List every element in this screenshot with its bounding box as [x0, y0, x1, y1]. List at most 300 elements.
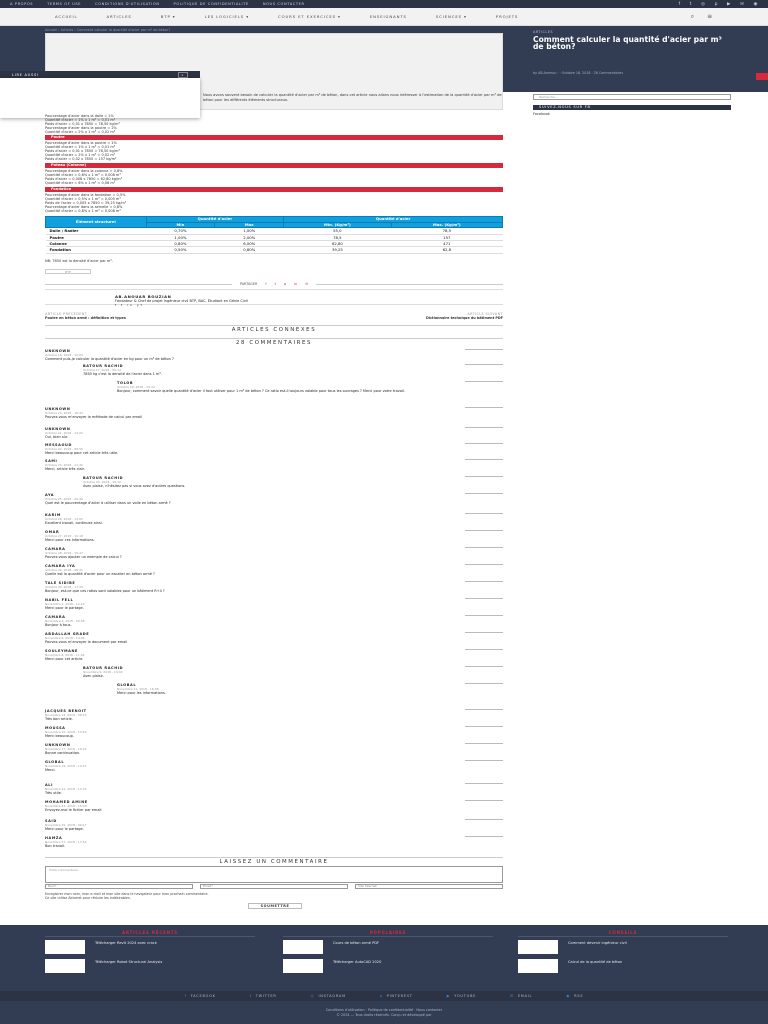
table-cell: 55,0	[284, 228, 391, 234]
prev-article[interactable]	[45, 312, 126, 321]
search-icon[interactable]: ⌕	[690, 12, 696, 20]
comment-date: Novembre 13, 2018 - 08:15	[45, 713, 87, 717]
section-head-foundation: Fondation	[45, 187, 503, 192]
copyright-bar	[0, 1001, 768, 1024]
post-thumbnail[interactable]	[283, 940, 323, 954]
author-social[interactable]: f t in yt	[115, 303, 144, 307]
comment-author[interactable]: CAMARA	[45, 615, 66, 619]
section-beam	[45, 141, 120, 161]
comment	[117, 381, 503, 393]
reply-link[interactable]	[465, 493, 503, 494]
comment-author[interactable]: CAMARA IYA	[45, 564, 76, 568]
section-line: Quantité d'acier = 2% x 1 m³ = 0,02 m³	[45, 153, 116, 158]
section-column	[45, 169, 123, 185]
comment	[45, 783, 503, 795]
bottom-links[interactable]: Conditions d'utilisation · Politique de confidentialité · Nous contacter	[325, 1008, 443, 1012]
section-line: Pourcentage d'acier dans la semelle = 0,8%	[45, 205, 123, 210]
footer-post[interactable]	[45, 958, 255, 975]
comment-author[interactable]: SAID	[45, 819, 57, 823]
table-cell: 0,80%	[146, 241, 215, 247]
nav-item-home[interactable]: ACCUEIL	[55, 14, 78, 19]
density-note: NB: 7850 est la densité d'acier par m³.	[45, 259, 113, 263]
section-foundation	[45, 193, 126, 213]
footer-column-tips	[518, 930, 728, 975]
comment-date: Novembre 21, 2018 - 12:33	[45, 787, 87, 791]
related-title: ARTICLES CONNEXES	[45, 325, 503, 333]
topbar-link-terms[interactable]: TERMS OF USE	[47, 2, 82, 6]
social-link-twitter[interactable]	[250, 994, 277, 998]
table-header: Quantité d'acier	[146, 217, 284, 223]
comment-text: 7850 kg c'est la densité de l'acier dans 1 m³.	[83, 372, 162, 376]
social-link-rss[interactable]	[566, 994, 583, 998]
prev-title[interactable]: Poutre en béton armé : définition et types	[45, 316, 126, 321]
spam-note: Ce site utilise Akismet pour réduire les indésirables.	[45, 896, 131, 901]
footer-column-heading: ARTICLES RÉCENTS	[45, 930, 255, 937]
table-cell: 157	[391, 234, 502, 240]
comment-date: Novembre 19, 2018 - 10:41	[45, 764, 87, 768]
next-article[interactable]	[365, 312, 503, 321]
comment	[117, 683, 503, 695]
comment	[45, 530, 503, 542]
footer-post-title[interactable]: Calcul de la quantité de béton	[568, 960, 623, 964]
instagram-icon: ◎	[310, 994, 315, 998]
page-title: Comment calculer la quantité d'acier par m³ de béton?	[533, 35, 722, 52]
reply-link[interactable]	[465, 459, 503, 460]
comment-date: Octobre 22, 2018 - 08:55	[45, 447, 83, 451]
section-line: Quantité d'acier = 1% x 1 m³ = 0,01 m³	[45, 118, 116, 123]
comment-text: Comment puis-je calculer la quantité d'acier en kg pour un m³ de béton ?	[45, 357, 174, 361]
main-nav	[0, 8, 768, 26]
topbar-link-about[interactable]: A PROPOS	[10, 2, 34, 6]
footer-post[interactable]	[518, 939, 728, 956]
table-subheader: Min	[146, 222, 215, 228]
footer-column-popular	[283, 930, 493, 975]
comment	[45, 819, 503, 831]
table-cell: 62,8	[391, 247, 502, 253]
section-line: Pourcentage d'acier dans la poutre = 1%	[45, 141, 117, 145]
comment-text: Merci beaucoup.	[45, 734, 74, 738]
comment	[45, 800, 503, 812]
topbar-social	[678, 2, 758, 7]
section-line: Poids d'acier = 0,01 x 7850 = 78,50 kg/m³	[45, 122, 120, 127]
comment-textarea[interactable]: Votre commentaire	[45, 866, 503, 883]
email-icon: ✉	[510, 994, 514, 998]
section-head-beam: Poutre	[45, 135, 503, 140]
reply-link[interactable]	[465, 530, 503, 531]
comment-text: Pouvez-vous ajouter un exemple de calcul ?	[45, 555, 122, 559]
social-label: INSTAGRAM	[318, 994, 346, 998]
comment-author[interactable]: MOHAMED AMINE	[45, 800, 88, 804]
comment-text: Bonjour, est-ce que ces ratios sont valables pour un bâtiment R+4 ?	[45, 589, 165, 593]
footer-post-title[interactable]: Télécharger AutoCAD 2020	[333, 960, 382, 964]
comment	[45, 632, 503, 644]
social-link-instagram[interactable]	[311, 994, 346, 998]
comment-date: Octobre 26, 2018 - 13:05	[45, 517, 83, 521]
section-head-column: Poteau (Colonne)	[45, 163, 503, 168]
comment-text: Bonjour à tous.	[45, 623, 72, 627]
reply-link[interactable]	[465, 547, 503, 548]
social-label: RSS	[574, 994, 584, 998]
comment-date: Octobre 27, 2018 - 10:18	[45, 534, 83, 538]
section-line: Quantité d'acier = 0,8% x 1 m³ = 0,008 m³	[45, 209, 121, 214]
comments-list	[45, 345, 503, 863]
post-thumbnail[interactable]	[45, 940, 85, 954]
table-cell: Dalle / Radier	[46, 228, 147, 234]
comment	[45, 581, 503, 593]
comment-date: Octobre 28, 2018 - 15:47	[45, 551, 83, 555]
post-thumbnail[interactable]	[283, 959, 323, 973]
twitter-icon[interactable]: t	[689, 1, 693, 7]
reply-link[interactable]	[465, 800, 503, 801]
comment-date: Novembre 6, 2018 - 14:26	[45, 636, 85, 640]
consent-checkbox-label[interactable]: Enregistrer mon nom, mon e-mail et mon site dans le navigateur pour mon prochain commentaire.	[45, 892, 209, 896]
side-tab[interactable]	[756, 73, 768, 80]
reply-link[interactable]	[465, 649, 503, 650]
comment-text: Bonjour, comment savoir quelle quantité d'acier il faut utiliser pour 1 m³ de béton ? Ce ratio est-il toujours valable pour tous les ouvrages ? Merci pour votre travail.	[117, 389, 406, 393]
breadcrumb: Accueil › Articles › Comment calculer la quantité d'acier par m³ de béton?	[45, 28, 171, 32]
table-cell: 62,80	[284, 241, 391, 247]
comment-author[interactable]: NABIL FELL	[45, 598, 74, 602]
social-link-pinterest[interactable]	[380, 994, 413, 998]
name-field[interactable]: Nom*	[45, 884, 193, 889]
steel-ratio-table	[45, 216, 503, 254]
social-label: PINTEREST	[386, 994, 413, 998]
pinterest-icon[interactable]: p	[714, 1, 719, 7]
top-bar	[0, 0, 768, 8]
comment-author[interactable]: GLOBAL	[117, 683, 137, 687]
comment-author[interactable]: UNKNOWN	[45, 349, 71, 353]
comment-author[interactable]: JACQUES BENOIT	[45, 709, 87, 713]
reply-link[interactable]	[465, 615, 503, 616]
table-cell: Fondation	[46, 247, 147, 253]
section-line: Quantité d'acier = 6% x 1 m³ = 0,06 m³	[45, 181, 116, 186]
comment	[45, 493, 503, 505]
footer-post[interactable]	[518, 958, 728, 975]
comment-author[interactable]: BATOUR RACHID	[83, 476, 124, 480]
comment	[45, 459, 503, 471]
reply-link[interactable]	[465, 709, 503, 710]
reply-link[interactable]	[465, 476, 503, 477]
email-icon[interactable]: ✉	[740, 1, 745, 7]
comment-text: Avec plaisir, n'hésitez pas si vous avez d'autres questions.	[83, 484, 186, 488]
comment	[45, 427, 503, 439]
comment-date: Octobre 23, 2018 - 11:30	[45, 463, 83, 467]
facebook-widget-label[interactable]: Facebook	[533, 112, 550, 116]
comment-date: Novembre 4, 2018 - 09:58	[45, 619, 85, 623]
footer-column-heading: CONSEILS	[518, 930, 728, 937]
social-label: TWITTER	[255, 994, 277, 998]
table-cell: 1,00%	[146, 234, 215, 240]
reply-link[interactable]	[465, 632, 503, 633]
next-label: ARTICLE SUIVANT	[467, 312, 503, 316]
comment-author[interactable]: TOLOB	[117, 381, 134, 385]
comment-date: Octobre 20, 2018 - 18:43	[45, 411, 83, 415]
instagram-icon[interactable]: ◎	[701, 1, 706, 7]
nav-item-software[interactable]: LES LOGICIELS ▾	[204, 14, 250, 19]
comment-text: Avec plaisir.	[83, 674, 104, 678]
prev-label: ARTICLE PRÉCÉDENT	[45, 312, 88, 316]
section-line: Pourcentage d'acier dans la fondation = 0,5%	[45, 193, 126, 197]
comment	[45, 564, 503, 576]
footer-post-title[interactable]: Comment devenir ingénieur civil	[568, 941, 627, 945]
comment-date: Novembre 11, 2018 - 16:38	[117, 687, 159, 691]
comment-text: Très utile.	[45, 791, 62, 795]
reply-link[interactable]	[465, 364, 503, 365]
comment	[45, 760, 503, 772]
footer-post-title[interactable]: Cours de béton armé PDF	[333, 941, 380, 945]
post-thumbnail[interactable]	[45, 959, 85, 973]
social-link-facebook[interactable]	[185, 994, 216, 998]
comment-text: Excellent travail, continuez ainsi.	[45, 521, 103, 525]
comment	[45, 649, 503, 661]
nav-item-courses[interactable]: COURS ET EXERCICES ▾	[278, 14, 341, 19]
section-line: Poids d'acier = 0,02 x 7850 = 157 kg/m³	[45, 157, 117, 162]
twitter-icon: t	[249, 994, 252, 998]
comment-text-body: Pouvez-vous m'envoyer la méthode de calcul par email	[45, 415, 143, 419]
tag-chip[interactable]: BTP	[45, 269, 91, 274]
comment-author[interactable]: SOULEYMANE	[45, 649, 79, 653]
comment-author[interactable]: TALE SIDIBE	[45, 581, 76, 585]
comment-author[interactable]: MOUSSA	[45, 726, 66, 730]
comment-author[interactable]: ALI	[45, 783, 54, 787]
comment-text: Merci pour le partage.	[45, 827, 84, 831]
footer-post[interactable]	[283, 939, 493, 956]
close-icon[interactable]: x	[178, 72, 188, 78]
post-thumbnail[interactable]	[518, 940, 558, 954]
topbar-link-privacy[interactable]: POLITIQUE DE CONFIDENTIALITE	[173, 2, 249, 6]
comment-text: Quel est le pourcentage d'acier à utiliser dans un voile en béton armé ?	[45, 501, 171, 505]
reply-link[interactable]	[465, 349, 503, 350]
comment-date: Octobre 30, 2018 - 17:33	[45, 585, 83, 589]
comment-text: Envoyez-moi le fichier par email	[45, 808, 102, 812]
reply-link[interactable]	[465, 443, 503, 444]
social-label: YOUTUBE	[454, 994, 477, 998]
reply-link[interactable]	[465, 683, 503, 684]
section-line: Quantité d'acier = 0,8% x 1 m³ = 0,008 m³	[45, 173, 121, 178]
comment-text: Quelle est la quantité d'acier pour un escalier en béton armé ?	[45, 572, 155, 576]
pinterest-icon: p	[379, 994, 383, 998]
comment	[45, 407, 503, 419]
comment-author[interactable]: MESSAOUD	[45, 443, 72, 447]
reply-link[interactable]	[465, 783, 503, 784]
comment-author[interactable]: GLOBAL	[45, 760, 65, 764]
facebook-icon[interactable]: f	[678, 1, 681, 7]
comment	[83, 666, 503, 678]
comment	[83, 364, 503, 376]
consent-block	[45, 892, 503, 900]
author-box	[45, 289, 503, 305]
comment-text: Merci.	[45, 768, 56, 772]
comment-date: Octobre 16, 2018 - 12:00	[45, 353, 83, 357]
reply-link[interactable]	[465, 666, 503, 667]
comment-author[interactable]: HAMZA	[45, 836, 63, 840]
reply-link[interactable]	[465, 581, 503, 582]
comment-text: Merci pour le partage.	[45, 606, 84, 610]
table-cell: 471	[391, 241, 502, 247]
reply-link[interactable]	[465, 726, 503, 727]
table-cell: Colonne	[46, 241, 147, 247]
section-line: Pourcentage d'acier dans la colonne = 0,8%	[45, 169, 123, 173]
post-thumbnail[interactable]	[518, 959, 558, 973]
comment-text: Merci, article très clair.	[45, 467, 85, 471]
submit-button[interactable]: SOUMETTRE	[248, 903, 302, 909]
comment-text: Merci pour les informations.	[117, 691, 166, 695]
reply-link[interactable]	[465, 513, 503, 514]
facebook-icon: f	[184, 994, 187, 998]
reply-link[interactable]	[465, 743, 503, 744]
comment-text: Merci pour cet article.	[45, 657, 84, 661]
table-cell: 1,00%	[215, 228, 284, 234]
nav-item-btp[interactable]: BTP ▾	[160, 14, 176, 19]
comment	[45, 743, 503, 755]
table-subheader: Max. (Kg/m³)	[391, 222, 502, 228]
comment-date: Octobre 24, 2018 - 16:12	[83, 480, 121, 484]
comment-author[interactable]: OMAR	[45, 530, 60, 534]
share-label: PARTAGER	[239, 282, 258, 286]
section-line: Poids d'acier = 0,008 x 7850 = 62,80 kg/m³	[45, 177, 122, 182]
table-cell: 39,25	[284, 247, 391, 253]
table-header: Élément structurel	[46, 217, 147, 228]
comment-author[interactable]: BATOUR RACHID	[83, 666, 124, 670]
footer-post-title[interactable]: Télécharger Robot Structural Analysis	[95, 960, 163, 964]
comment-author[interactable]: ABDALLAH GRADE	[45, 632, 90, 636]
table-subheader: Max	[215, 222, 284, 228]
table-cell: Poutre	[46, 234, 147, 240]
read-also-popup[interactable]	[0, 78, 200, 118]
comment	[45, 443, 503, 455]
reply-title: LAISSEZ UN COMMENTAIRE	[45, 857, 503, 865]
reply-link[interactable]	[465, 381, 503, 382]
section-line: Pourcentage d'acier dans la dalle = 1%	[45, 114, 114, 118]
table-cell: 0,70%	[146, 228, 215, 234]
table-subheader: Min. (Kg/m³)	[284, 222, 391, 228]
table-cell: 2,00%	[215, 234, 284, 240]
section-line: Quantité d'acier = 0,5% x 1 m³ = 0,005 m³	[45, 197, 121, 202]
reply-link[interactable]	[465, 598, 503, 599]
reply-link[interactable]	[465, 836, 503, 837]
comment-date: Novembre 2, 2018 - 12:10	[45, 602, 85, 606]
sidebar-search-input[interactable]: Recherche...	[533, 94, 731, 100]
email-icon[interactable]: ✉	[305, 282, 309, 286]
topbar-link-conditions[interactable]: CONDITIONS D'UTILISATION	[95, 2, 160, 6]
comment-text: Très bon article.	[45, 717, 73, 721]
comment-inputs	[45, 884, 503, 889]
comment-date: Octobre 21, 2018 - 14:02	[45, 431, 83, 435]
comment-date: Octobre 17, 2018 - 09:14	[83, 368, 121, 372]
nav-item-projects[interactable]: PROJETS	[495, 14, 519, 19]
comment-date: Octobre 29, 2018 - 08:21	[45, 568, 83, 572]
comment	[45, 726, 503, 738]
topbar-link-contact[interactable]: NOUS CONTACTER	[262, 2, 305, 6]
comment-date: Novembre 9, 2018 - 10:02	[83, 670, 123, 674]
post-meta: by AB.Ammou · · Octobre 16, 2018 · 28 Commentaires	[533, 71, 624, 75]
linkedin-icon[interactable]: in	[294, 282, 298, 286]
comment-text: Bon travail.	[45, 844, 66, 848]
email-field[interactable]: Email*	[200, 884, 348, 889]
comment-author[interactable]: UNKNOWN	[45, 427, 71, 431]
section-line: Quantité d'acier = 1% x 1 m³ = 0,01 m³	[45, 145, 116, 150]
reply-link[interactable]	[465, 407, 503, 408]
reply-link[interactable]	[465, 819, 503, 820]
footer-post[interactable]	[45, 939, 255, 956]
comment-author[interactable]: UNKNOWN	[45, 743, 71, 747]
rss-icon[interactable]: ◉	[753, 1, 758, 7]
rss-icon: ◉	[566, 994, 571, 998]
pinterest-icon[interactable]: p	[283, 282, 287, 286]
social-label: FACEBOOK	[190, 994, 216, 998]
read-also-label: LIRE AUSSI	[12, 72, 39, 77]
table-cell: 78,5	[284, 234, 391, 240]
comment-date: Octobre 25, 2018 - 09:40	[45, 497, 83, 501]
nav-item-sciences[interactable]: SCIENCES ▾	[435, 14, 467, 19]
share-bar	[45, 282, 503, 286]
table-cell: 0,80%	[215, 247, 284, 253]
comment-author[interactable]: SAMI	[45, 459, 58, 463]
comment	[45, 598, 503, 610]
comment-text: Oui, bien sûr.	[45, 435, 69, 439]
author-bio: Fondateur & Chef de projet Ingénieur civil BTP, BAC, Étudiant en Génie Civil	[115, 299, 248, 303]
footer-post-title[interactable]: Télécharger Revit 2024 avec crack	[95, 941, 157, 945]
table-row	[46, 247, 503, 253]
category-tag[interactable]: ARTICLES	[533, 30, 554, 34]
comment-date: Novembre 17, 2018 - 19:22	[45, 747, 87, 751]
comment-date: Novembre 8, 2018 - 11:44	[45, 653, 85, 657]
author-name[interactable]: AB.ANOUAR BOUZIAN	[115, 294, 172, 299]
comment-author[interactable]: KARIM	[45, 513, 61, 517]
nav-item-articles[interactable]: ARTICLES	[106, 14, 132, 19]
next-title[interactable]: Dictionnaire technique du bâtiment PDF	[426, 316, 503, 321]
comment-author[interactable]: BATOUR RACHID	[83, 364, 124, 368]
social-link-email[interactable]	[510, 994, 532, 998]
comment-author[interactable]: UNKNOWN	[45, 407, 71, 411]
footer-post[interactable]	[283, 958, 493, 975]
comment-text: Pouvez-vous m'envoyer le document par email	[45, 640, 128, 644]
comment-text	[45, 415, 503, 419]
comment-author[interactable]: CAMARA	[45, 547, 66, 551]
menu-icon[interactable]: ≡	[707, 12, 713, 20]
facebook-icon[interactable]: f	[265, 282, 267, 286]
comment	[45, 513, 503, 525]
comment-date: Novembre 23, 2018 - 15:09	[45, 804, 87, 808]
table-cell: 0,50%	[146, 247, 215, 253]
comments-title: 28 COMMENTAIRES	[45, 338, 503, 346]
social-link-youtube[interactable]	[447, 994, 476, 998]
youtube-icon[interactable]: ▶	[727, 1, 732, 7]
nav-icons	[691, 13, 713, 21]
section-slab	[45, 114, 120, 134]
section-line: Quantité d'acier = 2% x 1 m³ = 0,02 m³	[45, 130, 116, 135]
section-line: Poids d'acier = 0,01 x 7850 = 78,50 kg/m³	[45, 149, 120, 154]
comment-date: Novembre 15, 2018 - 13:50	[45, 730, 87, 734]
copyright-text: © 2024 — Tous droits réservés. Conçu et développé par	[336, 1013, 432, 1017]
comment-text: Bonne continuation.	[45, 751, 81, 755]
comment	[45, 349, 503, 361]
reply-link[interactable]	[465, 427, 503, 428]
table-cell: 78,5	[391, 228, 502, 234]
intro-text: Nous avons souvent besoin de calculer la quantité d'acier par m³ de béton, dans cet article nous allons nous intéresser à l'estimation de la quantité d'acier par m³ de béton pour les différents éléments structuraux.	[203, 93, 502, 102]
comment-author[interactable]: AYA	[45, 493, 55, 497]
reply-link[interactable]	[465, 760, 503, 761]
reply-link[interactable]	[465, 564, 503, 565]
website-field[interactable]: Site Internet	[355, 884, 503, 889]
nav-item-teachers[interactable]: ENSEIGNANTS	[369, 14, 407, 19]
comment	[45, 709, 503, 721]
footer-column-recent	[45, 930, 255, 975]
twitter-icon[interactable]: t	[274, 282, 276, 286]
comment	[45, 615, 503, 627]
comment-date: Novembre 27, 2018 - 17:54	[45, 840, 87, 844]
sidebar-follow-heading: SUIVEZ-NOUS SUR FB	[533, 105, 731, 110]
